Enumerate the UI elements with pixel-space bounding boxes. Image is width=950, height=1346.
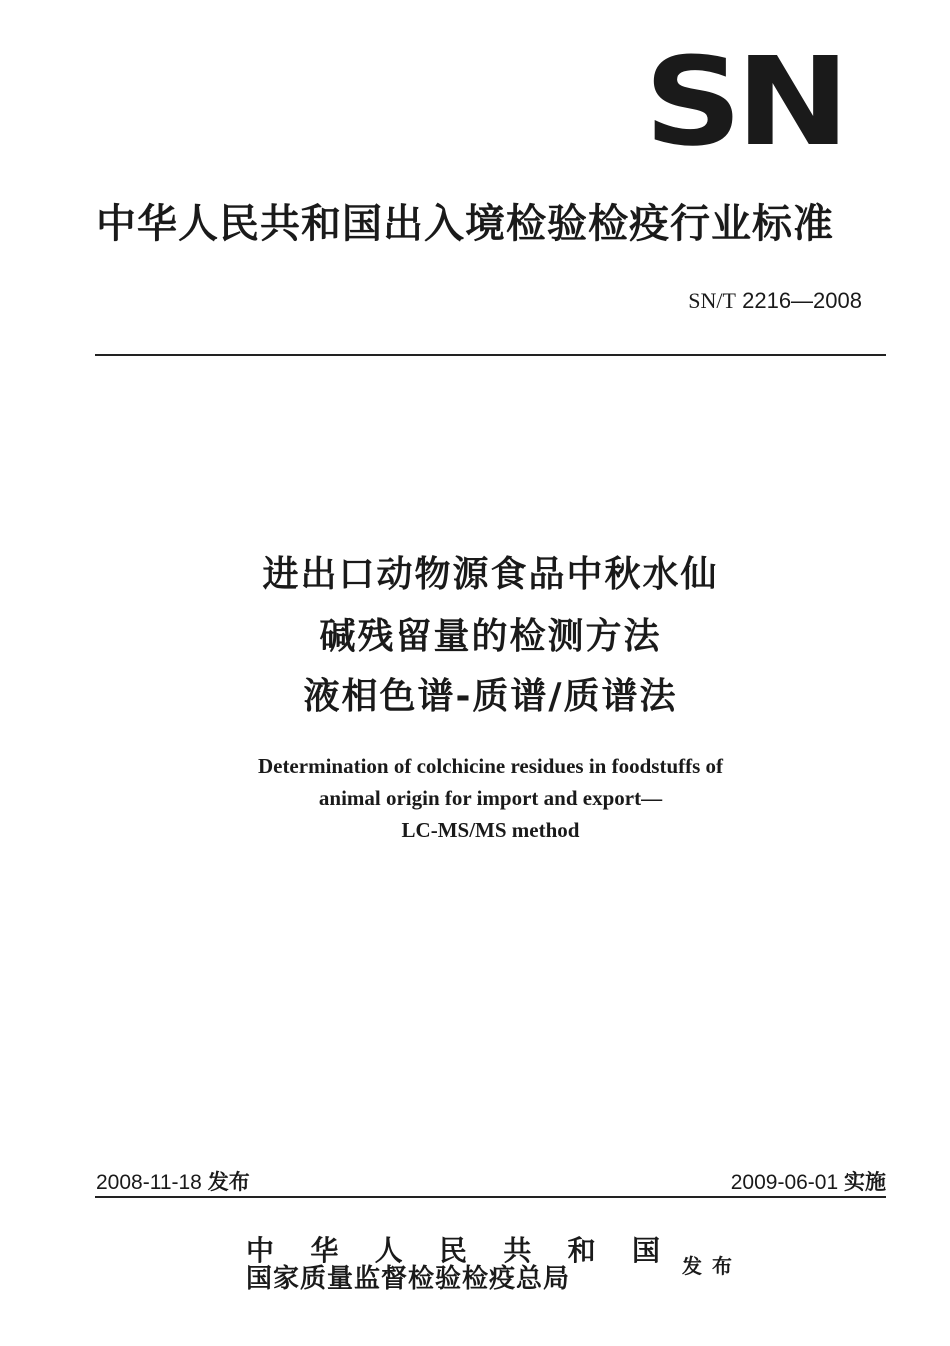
issue-label: 发布 xyxy=(207,1170,250,1194)
title-en-line-3: LC-MS/MS method xyxy=(401,818,580,842)
publisher-action: 发布 xyxy=(682,1254,742,1278)
publisher-char: 国 xyxy=(631,1234,660,1267)
industry-standard-title: 中华人民共和国出入境检验检疫行业标准 xyxy=(96,201,834,247)
publisher-char: 和 xyxy=(567,1234,596,1267)
publisher-line-2: 国家质量监督检验检疫总局 xyxy=(246,1264,571,1294)
title-zh-line-1: 进出口动物源食品中秋水仙 xyxy=(262,554,719,595)
title-zh-line-2: 碱残留量的检测方法 xyxy=(319,616,662,657)
publisher-char: 共 xyxy=(503,1234,532,1267)
title-en-line-2: animal origin for import and export— xyxy=(318,786,663,810)
publisher-char: 人 xyxy=(374,1234,403,1267)
standard-prefix: SN/T xyxy=(688,288,736,313)
publisher-char: 中 xyxy=(246,1234,275,1267)
publisher-char: 民 xyxy=(438,1234,467,1267)
standard-code: 2216—2008 xyxy=(742,288,862,313)
issue-date xyxy=(96,1166,250,1196)
issue-date-value: 2008-11-18 xyxy=(96,1171,202,1194)
sn-logo: SN xyxy=(644,31,844,173)
bottom-divider xyxy=(95,1196,886,1198)
title-zh-line-3: 液相色谱-质谱/质谱法 xyxy=(303,676,678,717)
title-en-line-1: Determination of colchicine residues in foodstuffs of xyxy=(257,754,724,778)
publisher-char: 华 xyxy=(310,1234,339,1267)
publisher-line-1 xyxy=(246,1236,660,1266)
implement-date xyxy=(731,1166,886,1196)
top-divider xyxy=(95,354,886,356)
implement-label: 实施 xyxy=(844,1170,886,1194)
implement-date-value: 2009-06-01 xyxy=(730,1171,839,1194)
standard-number xyxy=(688,288,862,314)
